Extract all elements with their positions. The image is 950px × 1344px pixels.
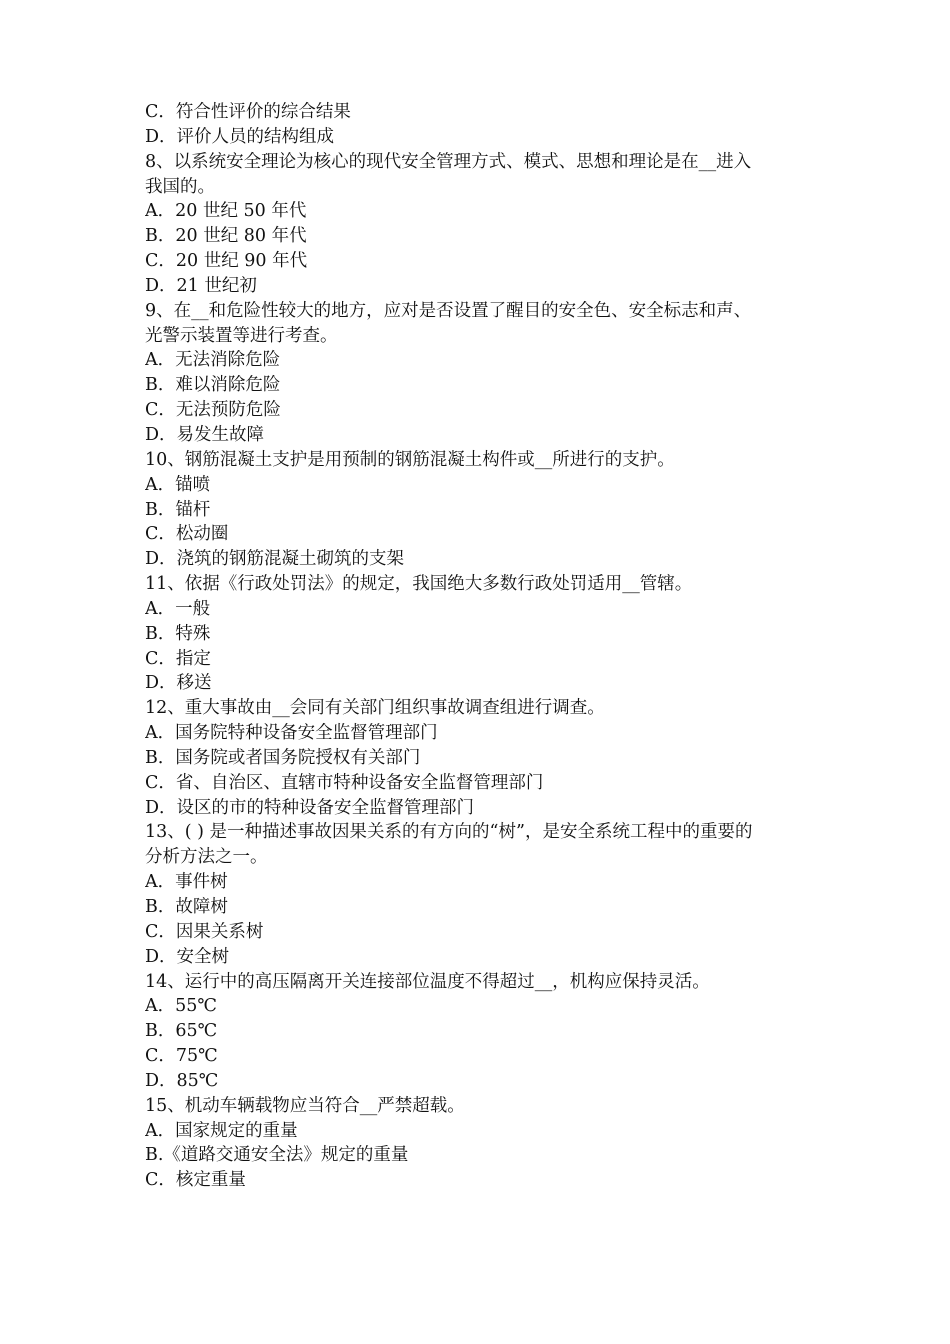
- text-line: C．75℃: [145, 1046, 218, 1067]
- text-line: B．锚杆: [145, 499, 211, 520]
- text-line: 14、运行中的高压隔离开关连接部位温度不得超过__，机构应保持灵活。: [145, 971, 710, 992]
- text-line: A．20 世纪 50 年代: [145, 201, 307, 222]
- text-line: D．21 世纪初: [145, 275, 257, 296]
- text-line: A．事件树: [145, 872, 228, 893]
- text-line: B．国务院或者国务院授权有关部门: [145, 747, 421, 768]
- text-line: 8、以系统安全理论为核心的现代安全管理方式、模式、思想和理论是在__进入: [145, 151, 752, 172]
- text-line: A．国家规定的重量: [145, 1120, 298, 1141]
- text-line: 13、( ) 是一种描述事故因果关系的有方向的“树”，是安全系统工程中的重要的: [145, 822, 753, 843]
- text-line: D．移送: [145, 673, 212, 694]
- text-line: C．符合性评价的综合结果: [145, 102, 351, 122]
- text-line: B.《道路交通安全法》规定的重量: [145, 1145, 409, 1166]
- document-body: [145, 100, 825, 1193]
- text-line: C．核定重量: [145, 1170, 246, 1191]
- text-line: D．易发生故障: [145, 424, 265, 445]
- text-line: C．指定: [145, 648, 211, 669]
- text-line: D．设区的市的特种设备安全监督管理部门: [145, 797, 475, 818]
- text-line: A．一般: [145, 598, 211, 619]
- text-line: B．故障树: [145, 897, 228, 917]
- text-line: D．安全树: [145, 946, 230, 967]
- text-line: C．省、自治区、直辖市特种设备安全监督管理部门: [145, 772, 544, 793]
- text-line: C．松动圈: [145, 524, 229, 545]
- text-line: B．65℃: [145, 1021, 218, 1042]
- text-line: 9、在__和危险性较大的地方，应对是否设置了醒目的安全色、安全标志和声、: [145, 300, 752, 321]
- text-line: D．浇筑的钢筋混凝土砌筑的支架: [145, 549, 405, 570]
- text-line: A．55℃: [145, 996, 217, 1017]
- text-line: C．因果关系树: [145, 921, 264, 942]
- text-line: B．难以消除危险: [145, 375, 281, 396]
- text-line: A．国务院特种设备安全监督管理部门: [145, 723, 438, 744]
- text-line: 我国的。: [145, 176, 215, 197]
- text-line: 10、钢筋混凝土支护是用预制的钢筋混凝土构件或__所进行的支护。: [145, 449, 675, 470]
- text-line: C．无法预防危险: [145, 400, 281, 421]
- text-line: D．评价人员的结构组成: [145, 126, 335, 147]
- text-line: B．特殊: [145, 623, 211, 644]
- text-line: C．20 世纪 90 年代: [145, 251, 308, 272]
- text-line: D．85℃: [145, 1070, 219, 1091]
- text-line: 光警示装置等进行考查。: [145, 325, 338, 346]
- text-line: B．20 世纪 80 年代: [145, 226, 307, 247]
- text-line: 11、依据《行政处罚法》的规定，我国绝大多数行政处罚适用__管辖。: [145, 574, 693, 595]
- text-line: 12、重大事故由__会同有关部门组织事故调查组进行调查。: [145, 698, 605, 719]
- text-line: 分析方法之一。: [145, 847, 268, 868]
- text-line: A．锚喷: [145, 474, 211, 495]
- text-line: 15、机动车辆载物应当符合__严禁超载。: [145, 1095, 465, 1116]
- text-line: A．无法消除危险: [145, 350, 281, 371]
